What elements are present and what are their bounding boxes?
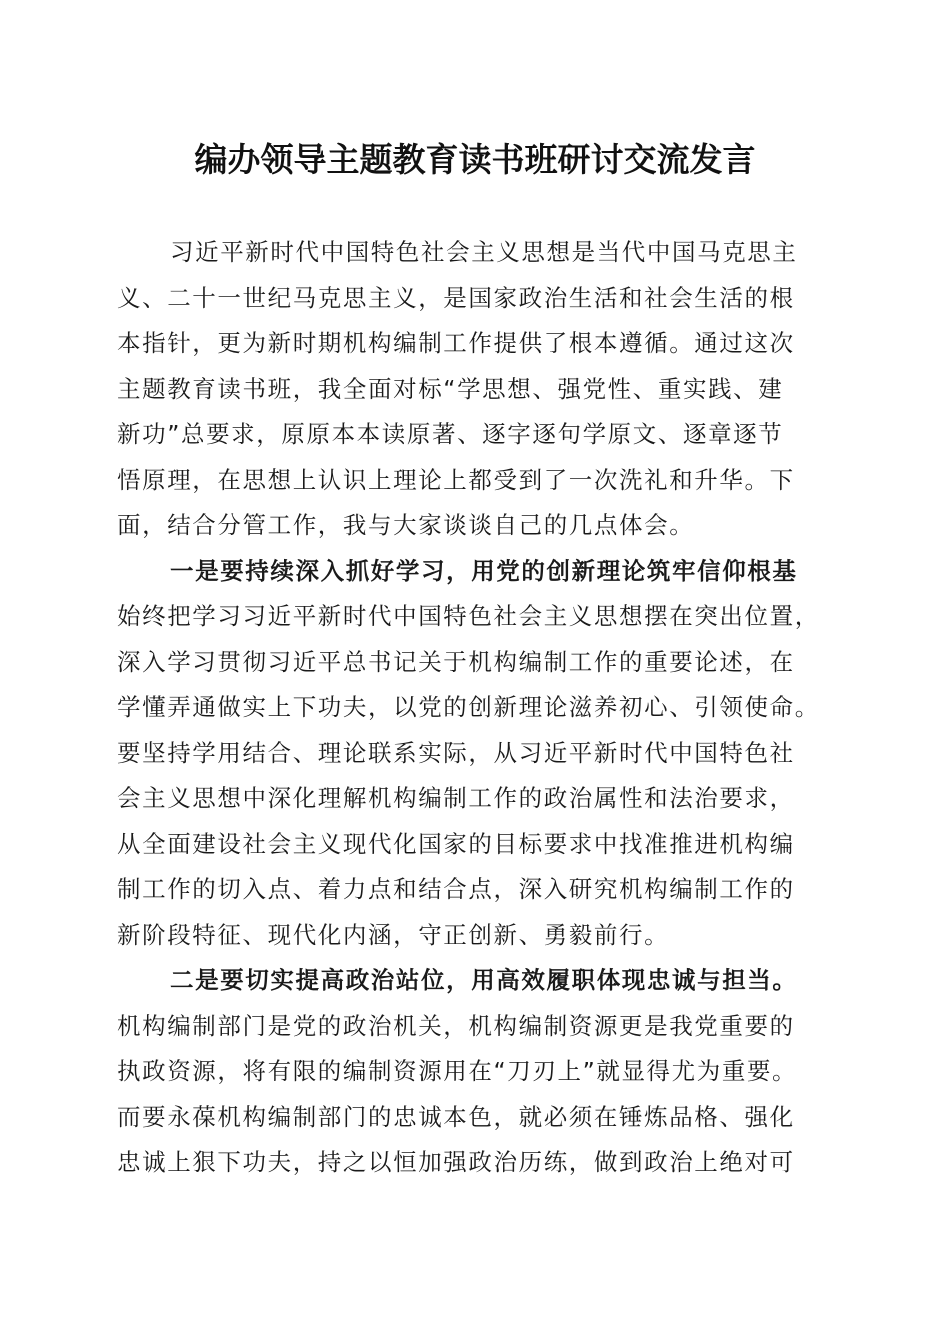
paragraph-line: 主题教育读书班，我全面对标“学思想、强党性、重实践、建 [117, 374, 784, 403]
paragraph-line: 会主义思想中深化理解机构编制工作的政治属性和法治要求， [117, 784, 795, 812]
paragraph-line: 要坚持学用结合、理论联系实际，从习近平新时代中国特色社 [117, 738, 795, 767]
paragraph-line: 制工作的切入点、着力点和结合点，深入研究机构编制工作的 [117, 875, 795, 903]
paragraph-line: 从全面建设社会主义现代化国家的目标要求中找准推进机构编 [117, 829, 795, 858]
paragraph-line: 执政资源，将有限的编制资源用在“刀刃上”就显得尤为重要。 [117, 1057, 798, 1085]
paragraph-line: 新阶段特征、现代化内涵，守正创新、勇毅前行。 [117, 920, 670, 949]
paragraph-line: 新功”总要求，原原本本读原著、逐字逐句学原文、逐章逐节 [117, 420, 784, 448]
section-heading-1: 一是要持续深入抓好学习，用党的创新理论筑牢信仰根基 [170, 556, 798, 585]
paragraph-line: 而要永葆机构编制部门的忠诚本色，就必须在锤炼品格、强化 [117, 1102, 795, 1131]
paragraph-line: 本指针，更为新时期机构编制工作提供了根本遵循。通过这次 [117, 329, 795, 357]
paragraph-line: 义、二十一世纪马克思主义，是国家政治生活和社会生活的根 [117, 283, 795, 312]
paragraph-line: 机构编制部门是党的政治机关，机构编制资源更是我党重要的 [117, 1011, 795, 1040]
paragraph-line: 面，结合分管工作，我与大家谈谈自己的几点体会。 [117, 511, 695, 539]
paragraph-line: 始终把学习习近平新时代中国特色社会主义思想摆在突出位置， [117, 602, 820, 630]
paragraph-line: 悟原理，在思想上认识上理论上都受到了一次洗礼和升华。下 [117, 465, 795, 494]
paragraph-line: 习近平新时代中国特色社会主义思想是当代中国马克思主 [170, 238, 798, 266]
document-body [117, 230, 835, 1186]
document-title: 编办领导主题教育读书班研讨交流发言 [194, 140, 756, 179]
paragraph-line: 忠诚上狠下功夫，持之以恒加强政治历练，做到政治上绝对可 [117, 1148, 795, 1176]
section-heading-2: 二是要切实提高政治站位，用高效履职体现忠诚与担当。 [170, 966, 798, 994]
paragraph-line: 深入学习贯彻习近平总书记关于机构编制工作的重要论述，在 [117, 647, 795, 676]
paragraph-line: 学懂弄通做实上下功夫，以党的创新理论滋养初心、引领使命。 [117, 693, 820, 721]
